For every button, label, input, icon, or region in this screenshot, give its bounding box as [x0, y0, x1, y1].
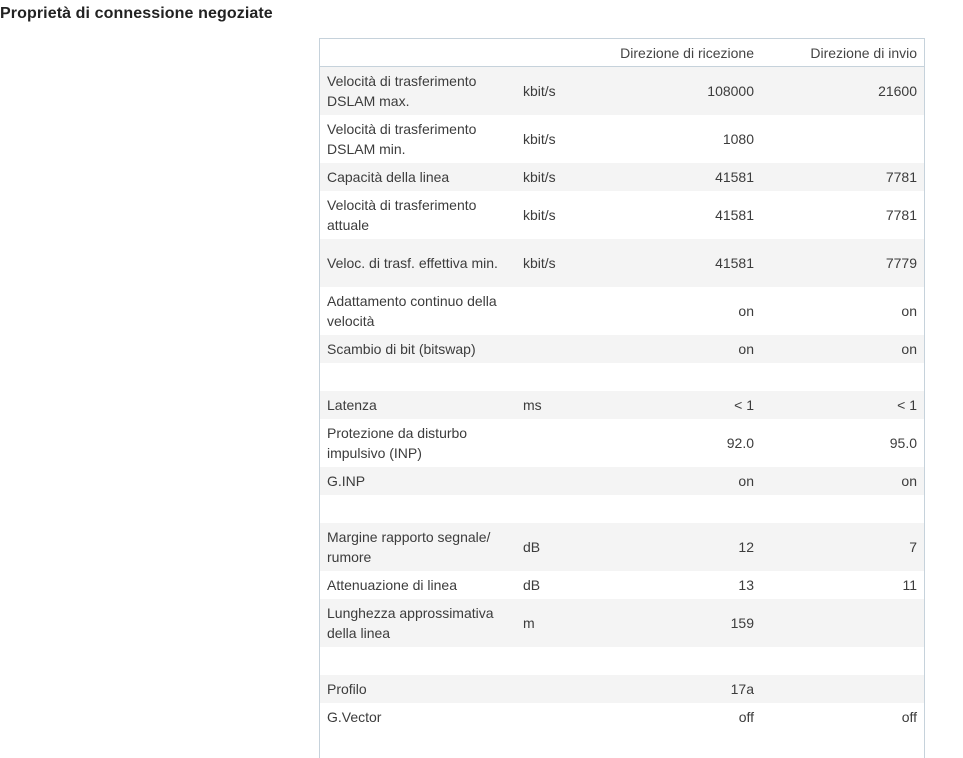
row-unit: kbit/s	[523, 255, 556, 271]
row-rx-value: off	[738, 709, 754, 725]
row-rx-value: 92.0	[726, 435, 754, 451]
row-rx-value: 13	[738, 577, 754, 593]
row-label	[327, 495, 517, 523]
connection-properties-table	[319, 38, 925, 758]
row-label: Lunghezza approssimativa della linea	[327, 605, 494, 641]
row-label: Capacità della linea	[327, 169, 450, 185]
table-row	[320, 335, 924, 363]
row-unit: kbit/s	[523, 131, 556, 147]
header-rx-direction: Direzione di ricezione	[620, 44, 754, 61]
row-rx-value: < 1	[734, 397, 754, 413]
table-row	[320, 115, 924, 163]
row-unit: kbit/s	[523, 207, 556, 223]
table-row	[320, 495, 924, 523]
row-label: Veloc. di trasf. effettiva min.	[327, 255, 498, 271]
row-label: Attenuazione di linea	[327, 577, 457, 593]
row-tx-value: on	[901, 473, 917, 489]
row-label: G.Vector	[327, 709, 382, 725]
row-rx-value	[603, 647, 754, 675]
row-unit	[523, 419, 603, 467]
row-unit	[523, 335, 603, 363]
table-body	[320, 67, 924, 731]
row-unit	[523, 495, 603, 523]
row-label: Protezione da disturbo impulsivo (INP)	[327, 425, 468, 461]
row-rx-value: 17a	[730, 681, 754, 697]
row-unit	[523, 675, 603, 703]
row-unit: m	[523, 615, 535, 631]
row-unit	[523, 287, 603, 335]
row-label: Velocità di trasferimento DSLAM min.	[327, 121, 477, 157]
table-row	[320, 67, 924, 115]
row-unit: kbit/s	[523, 83, 556, 99]
row-unit: kbit/s	[523, 169, 556, 185]
row-tx-value: 11	[902, 577, 917, 593]
table-row	[320, 467, 924, 495]
row-tx-value	[754, 115, 917, 163]
row-unit: dB	[523, 577, 541, 593]
row-tx-value	[754, 675, 917, 703]
row-tx-value: on	[901, 341, 917, 357]
row-tx-value	[754, 599, 917, 647]
row-tx-value	[754, 495, 917, 523]
row-label: Margine rapporto segnale/ rumore	[327, 529, 491, 565]
table-row	[320, 703, 924, 731]
table-row	[320, 571, 924, 599]
row-rx-value: 41581	[715, 255, 754, 271]
row-rx-value: 41581	[715, 207, 754, 223]
row-tx-value: 7	[909, 539, 917, 555]
row-tx-value: on	[901, 303, 917, 319]
row-rx-value: 41581	[715, 169, 754, 185]
row-unit	[523, 703, 603, 731]
row-rx-value: on	[738, 473, 754, 489]
header-tx-direction: Direzione di invio	[810, 44, 917, 61]
row-label: Profilo	[327, 681, 367, 697]
table-row	[320, 647, 924, 675]
row-label: Velocità di trasferimento DSLAM max.	[327, 73, 477, 109]
row-label: Latenza	[327, 397, 377, 413]
row-tx-value	[754, 647, 917, 675]
row-rx-value: on	[738, 303, 754, 319]
table-row	[320, 419, 924, 467]
row-unit	[523, 647, 603, 675]
table-row	[320, 391, 924, 419]
table-row	[320, 239, 924, 287]
header-unit	[523, 39, 603, 66]
header-label	[327, 39, 517, 66]
row-label: Velocità di trasferimento attuale	[327, 197, 477, 233]
table-row	[320, 363, 924, 391]
table-row	[320, 287, 924, 335]
row-tx-value: 7781	[885, 207, 917, 223]
table-row	[320, 599, 924, 647]
row-unit: dB	[523, 539, 541, 555]
row-label	[327, 363, 517, 391]
row-tx-value: 95.0	[889, 435, 917, 451]
row-tx-value: 21600	[878, 83, 917, 99]
table-row	[320, 163, 924, 191]
table-row	[320, 523, 924, 571]
row-rx-value: 108000	[707, 83, 754, 99]
row-tx-value: 7779	[885, 255, 917, 271]
row-label: Adattamento continuo della velocità	[327, 293, 497, 329]
row-label: G.INP	[327, 473, 366, 489]
row-unit	[523, 363, 603, 391]
row-rx-value: 12	[738, 539, 754, 555]
row-label: Scambio di bit (bitswap)	[327, 341, 476, 357]
row-rx-value	[603, 363, 754, 391]
row-rx-value	[603, 495, 754, 523]
row-tx-value: < 1	[897, 397, 917, 413]
section-title: Proprietà di connessione negoziate	[0, 5, 273, 22]
table-row	[320, 675, 924, 703]
row-tx-value	[754, 363, 917, 391]
row-rx-value: 1080	[722, 131, 754, 147]
row-tx-value: off	[901, 709, 917, 725]
row-unit: ms	[523, 397, 542, 413]
row-rx-value: 159	[730, 615, 754, 631]
row-unit	[523, 467, 603, 495]
table-header-row	[320, 39, 924, 67]
row-tx-value: 7781	[885, 169, 917, 185]
row-rx-value: on	[738, 341, 754, 357]
table-row	[320, 191, 924, 239]
row-label	[327, 647, 517, 675]
